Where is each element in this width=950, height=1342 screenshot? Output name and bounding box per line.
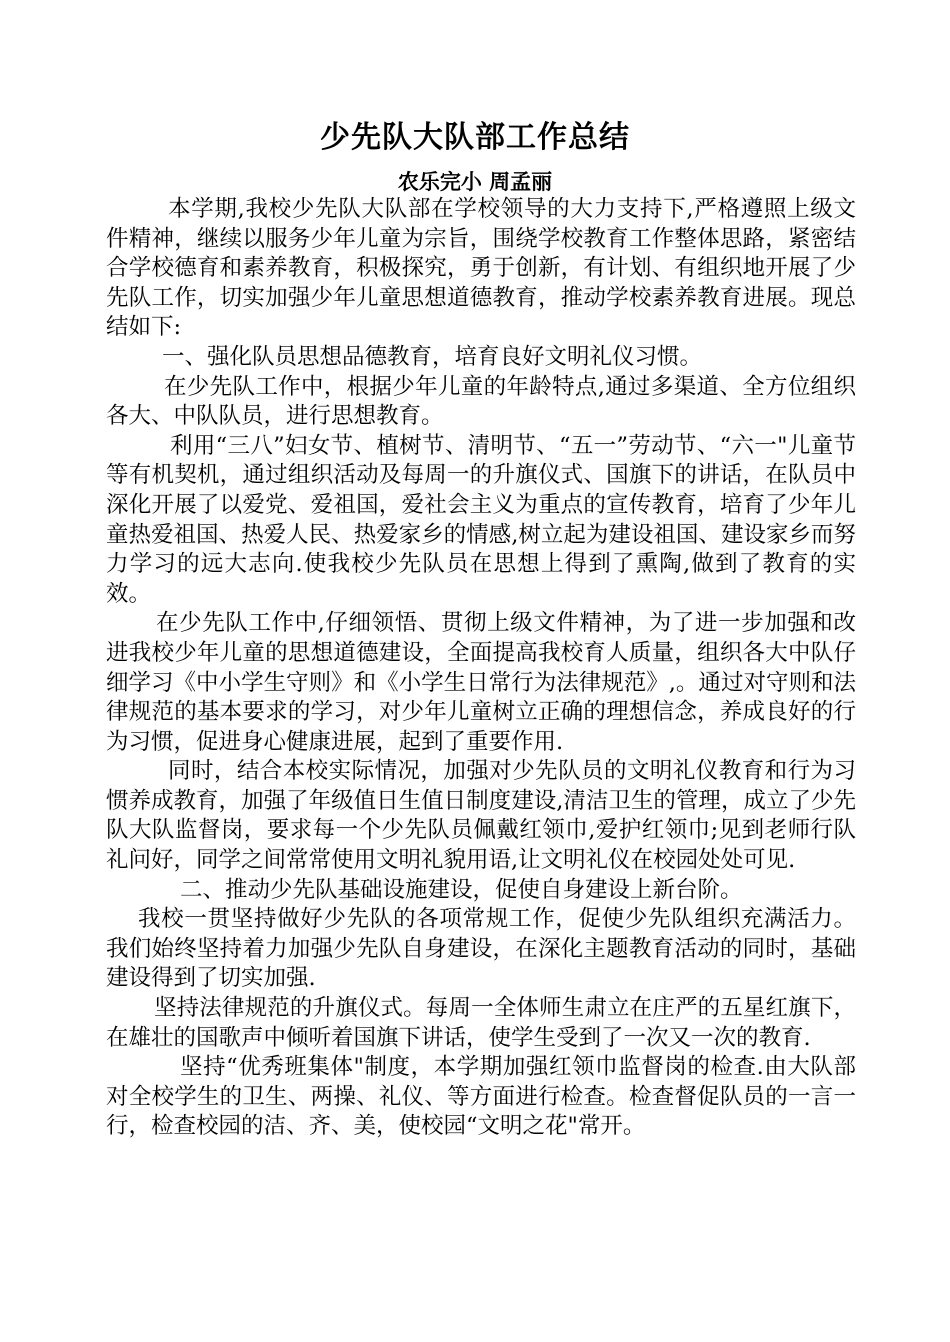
paragraph: 坚持法律规范的升旗仪式。每周一全体师生肃立在庄严的五星红旗下，在雄壮的国歌声中倾听着国旗下讲话，使学生受到了一次又一次的教育. (106, 995, 856, 1051)
section-heading-1: 一、强化队员思想品德教育，培育良好文明礼仪习惯。 (162, 343, 703, 370)
paragraph: 在少先队工作中,仔细领悟、贯彻上级文件精神，为了进一步加强和改进我校少年儿童的思想道德建设，全面提高我校育人质量，组织各大中队仔细学习《中小学生守则》和《小学生日常行为法律规范》,。通过对守则和法律规范的基本要求的学习，对少年儿童树立正确的理想信念，养成良好的行为习惯，促进身心健康进展，起到了重要作用. (106, 610, 856, 755)
document-author: 农乐完小 周孟丽 (397, 169, 553, 194)
paragraph: 在少先队工作中，根据少年儿童的年龄特点,通过多渠道、全方位组织各大、中队队员，进行思想教育。 (106, 373, 856, 430)
document-body (106, 195, 856, 1142)
paragraph: 我校一贯坚持做好少先队的各项常规工作，促使少先队组织充满活力。我们始终坚持着力加强少先队自身建设，在深化主题教育活动的同时，基础建设得到了切实加强. (106, 906, 856, 992)
section-heading-2: 二、推动少先队基础设施建设，促使自身建设上新台阶。 (180, 876, 743, 903)
document-title: 少先队大队部工作总结 (320, 120, 630, 155)
paragraph: 利用“三八”妇女节、植树节、清明节、“五一”劳动节、“六一"儿童节等有机契机，通过组织活动及每周一的升旗仪式、国旗下的讲话，在队员中深化开展了以爱党、爱祖国，爱社会主义为重点的宣传教育，培育了少年儿童热爱祖国、热爱人民、热爱家乡的情感,树立起为建设祖国、建设家乡而努力学习的远大志向.使我校少先队员在思想上得到了熏陶,做到了教育的实效。 (106, 432, 856, 607)
paragraph: 同时，结合本校实际情况，加强对少先队员的文明礼仪教育和行为习惯养成教育，加强了年级值日生值日制度建设,清洁卫生的管理，成立了少先队大队监督岗，要求每一个少先队员佩戴红领巾,爱护红领巾;见到老师行队礼问好，同学之间常常使用文明礼貌用语,让文明礼仪在校园处处可见. (106, 758, 856, 874)
paragraph: 坚持“优秀班集体"制度，本学期加强红领巾监督岗的检查.由大队部对全校学生的卫生、两操、礼仪、等方面进行检查。检查督促队员的一言一行，检查校园的洁、齐、美，使校园“文明之花"常开。 (106, 1054, 856, 1140)
paragraph-intro: 本学期,我校少先队大队部在学校领导的大力支持下,严格遵照上级文件精神，继续以服务少年儿童为宗旨，围绕学校教育工作整体思路，紧密结合学校德育和素养教育，积极探究，勇于创新，有计划、有组织地开展了少先队工作，切实加强少年儿童思想道德教育，推动学校素养教育进展。现总结如下: (106, 196, 856, 341)
